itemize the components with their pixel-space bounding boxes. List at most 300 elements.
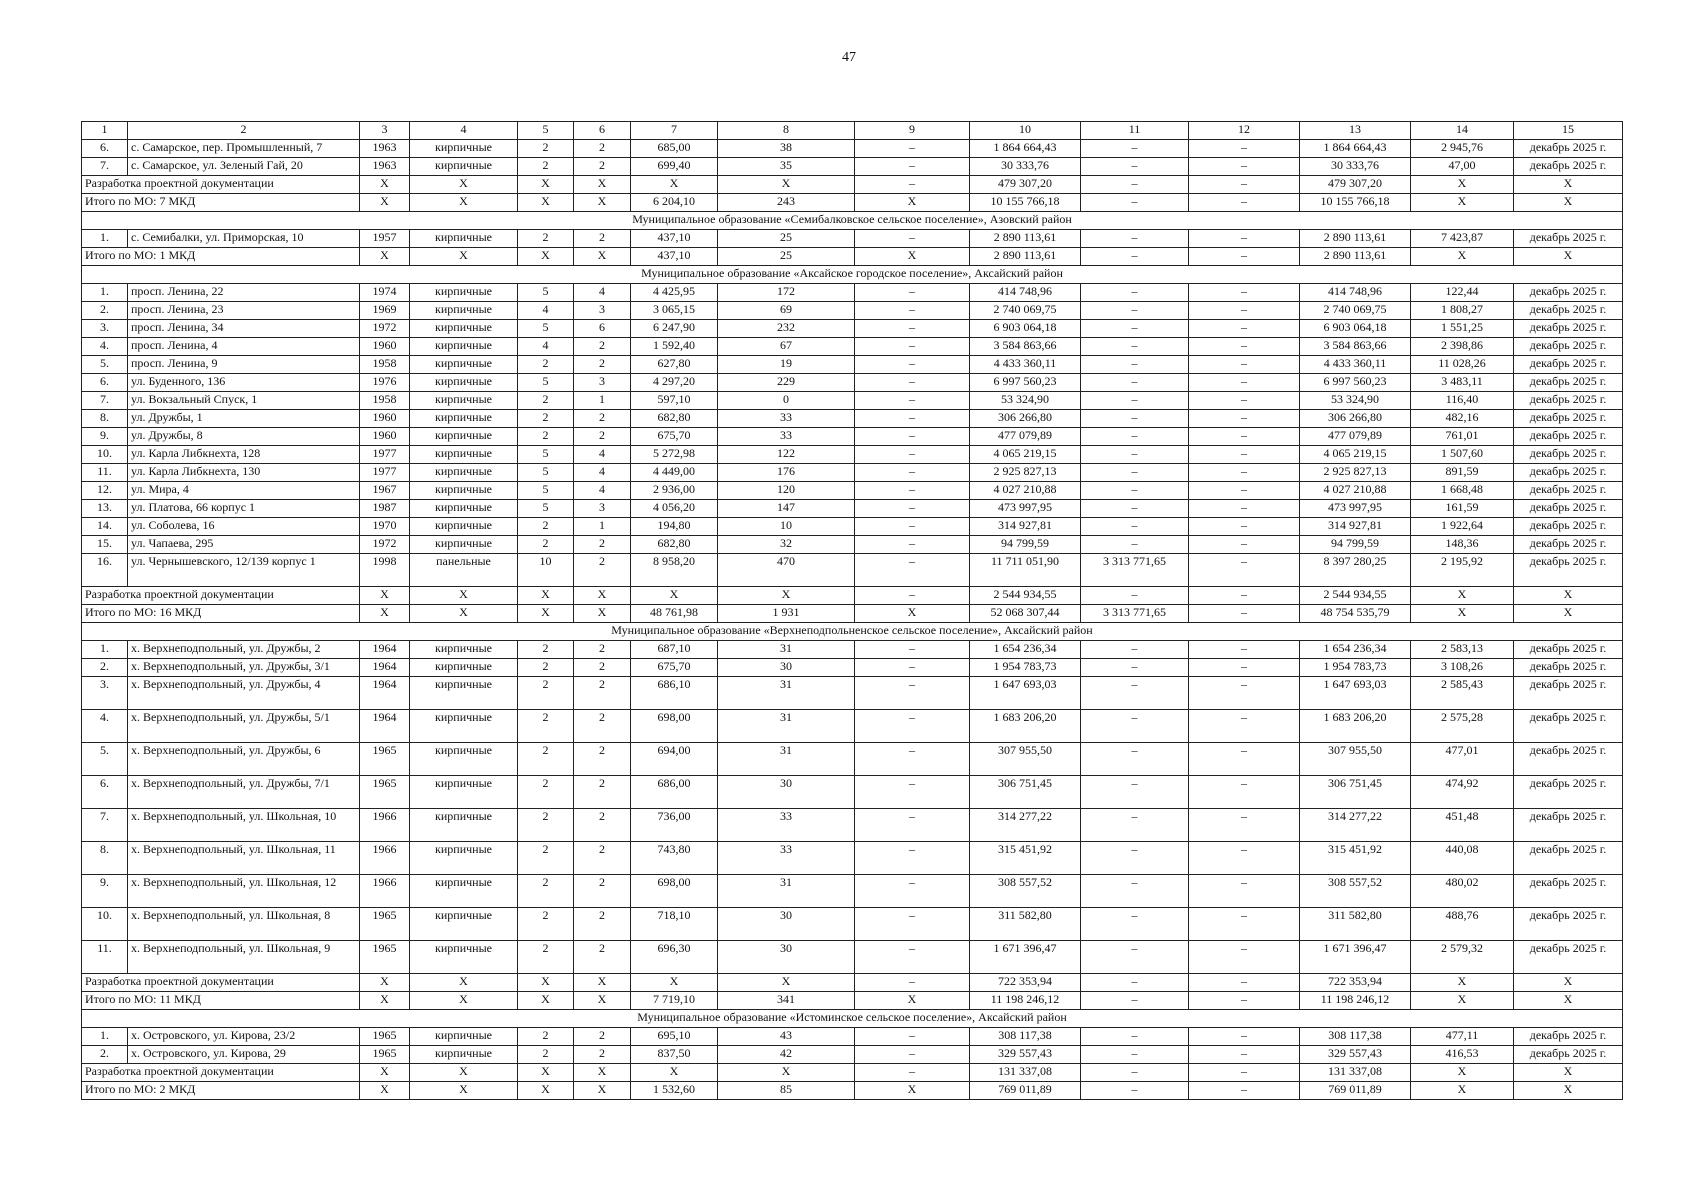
cell-col-5: 2 xyxy=(518,842,574,875)
cell-col-10: 2 925 827,13 xyxy=(970,464,1081,482)
cell-col-3: 1974 xyxy=(360,284,410,302)
cell-col-6: 3 xyxy=(574,302,631,320)
cell-col-7: 682,80 xyxy=(631,536,718,554)
cell-col-15: декабрь 2025 г. xyxy=(1514,410,1623,428)
cell-col-4: кирпичные xyxy=(410,941,518,974)
cell-col-14: 3 483,11 xyxy=(1411,374,1514,392)
building-address: ул. Дружбы, 1 xyxy=(128,410,360,428)
cell-col-7: 698,00 xyxy=(631,875,718,908)
cell-col-13: 2 890 113,61 xyxy=(1300,230,1411,248)
building-row xyxy=(82,284,1623,302)
cell-col-10: 311 582,80 xyxy=(970,908,1081,941)
cell-col-14: 2 585,43 xyxy=(1411,677,1514,710)
cell-col-15: декабрь 2025 г. xyxy=(1514,1046,1623,1064)
cell-col-12: – xyxy=(1189,410,1300,428)
cell-col-10: 307 955,50 xyxy=(970,743,1081,776)
cell-col-11: 3 313 771,65 xyxy=(1081,554,1189,587)
cell-col-5: 5 xyxy=(518,320,574,338)
cell-col-11: – xyxy=(1081,677,1189,710)
building-address: х. Верхнеподпольный, ул. Дружбы, 5/1 xyxy=(128,710,360,743)
cell-col-4: кирпичные xyxy=(410,1046,518,1064)
cell-col-5: 2 xyxy=(518,743,574,776)
cell-col-6: X xyxy=(574,176,631,194)
cell-col-7: 694,00 xyxy=(631,743,718,776)
table-body xyxy=(82,122,1623,1100)
building-address: х. Верхнеподпольный, ул. Школьная, 10 xyxy=(128,809,360,842)
cell-col-8: 42 xyxy=(718,1046,855,1064)
cell-col-15: декабрь 2025 г. xyxy=(1514,284,1623,302)
cell-col-8: 25 xyxy=(718,248,855,266)
cell-col-6: 2 xyxy=(574,536,631,554)
summary-label: Итого по МО: 16 МКД xyxy=(82,605,360,623)
cell-col-11: – xyxy=(1081,140,1189,158)
cell-col-9: – xyxy=(855,908,970,941)
summary-row xyxy=(82,605,1623,623)
cell-col-12: – xyxy=(1189,392,1300,410)
cell-col-13: 3 584 863,66 xyxy=(1300,338,1411,356)
cell-col-13: 8 397 280,25 xyxy=(1300,554,1411,587)
cell-col-10: 2 890 113,61 xyxy=(970,248,1081,266)
cell-col-11: – xyxy=(1081,659,1189,677)
cell-col-13: 53 324,90 xyxy=(1300,392,1411,410)
municipality-section-header xyxy=(82,623,1623,641)
cell-col-11: – xyxy=(1081,302,1189,320)
cell-col-6: 2 xyxy=(574,776,631,809)
building-address: с. Самарское, пер. Промышленный, 7 xyxy=(128,140,360,158)
row-number: 2. xyxy=(82,302,128,320)
cell-col-9: X xyxy=(855,1082,970,1100)
cell-col-15: декабрь 2025 г. xyxy=(1514,641,1623,659)
cell-col-3: 1963 xyxy=(360,158,410,176)
cell-col-6: 2 xyxy=(574,428,631,446)
cell-col-5: 5 xyxy=(518,374,574,392)
cell-col-3: 1964 xyxy=(360,710,410,743)
summary-row xyxy=(82,587,1623,605)
column-number-header: 10 xyxy=(970,122,1081,140)
cell-col-8: X xyxy=(718,974,855,992)
building-address: ул. Карла Либкнехта, 128 xyxy=(128,446,360,464)
cell-col-10: 308 117,38 xyxy=(970,1028,1081,1046)
cell-col-7: 4 449,00 xyxy=(631,464,718,482)
cell-col-6: X xyxy=(574,1082,631,1100)
cell-col-14: 161,59 xyxy=(1411,500,1514,518)
cell-col-5: 2 xyxy=(518,356,574,374)
cell-col-4: X xyxy=(410,974,518,992)
cell-col-7: 627,80 xyxy=(631,356,718,374)
cell-col-15: X xyxy=(1514,605,1623,623)
cell-col-8: X xyxy=(718,587,855,605)
cell-col-9: – xyxy=(855,842,970,875)
summary-row xyxy=(82,248,1623,266)
cell-col-6: 2 xyxy=(574,356,631,374)
cell-col-7: 743,80 xyxy=(631,842,718,875)
row-number: 5. xyxy=(82,356,128,374)
row-number: 2. xyxy=(82,1046,128,1064)
cell-col-4: X xyxy=(410,1082,518,1100)
cell-col-12: – xyxy=(1189,320,1300,338)
cell-col-15: декабрь 2025 г. xyxy=(1514,1028,1623,1046)
cell-col-5: 5 xyxy=(518,500,574,518)
cell-col-10: 10 155 766,18 xyxy=(970,194,1081,212)
cell-col-10: 473 997,95 xyxy=(970,500,1081,518)
building-address: х. Островского, ул. Кирова, 29 xyxy=(128,1046,360,1064)
cell-col-11: – xyxy=(1081,941,1189,974)
building-row xyxy=(82,158,1623,176)
cell-col-7: 698,00 xyxy=(631,710,718,743)
cell-col-7: 4 297,20 xyxy=(631,374,718,392)
building-address: х. Верхнеподпольный, ул. Школьная, 8 xyxy=(128,908,360,941)
cell-col-5: 2 xyxy=(518,677,574,710)
cell-col-3: 1958 xyxy=(360,392,410,410)
cell-col-15: декабрь 2025 г. xyxy=(1514,554,1623,587)
cell-col-7: 736,00 xyxy=(631,809,718,842)
cell-col-3: 1987 xyxy=(360,500,410,518)
cell-col-12: – xyxy=(1189,605,1300,623)
row-number: 1. xyxy=(82,1028,128,1046)
cell-col-11: 3 313 771,65 xyxy=(1081,605,1189,623)
building-row xyxy=(82,677,1623,710)
cell-col-3: X xyxy=(360,176,410,194)
cell-col-10: 2 740 069,75 xyxy=(970,302,1081,320)
cell-col-9: – xyxy=(855,356,970,374)
cell-col-8: 33 xyxy=(718,410,855,428)
cell-col-8: 31 xyxy=(718,710,855,743)
cell-col-14: X xyxy=(1411,176,1514,194)
row-number: 10. xyxy=(82,908,128,941)
summary-row xyxy=(82,1082,1623,1100)
cell-col-12: – xyxy=(1189,1046,1300,1064)
cell-col-9: – xyxy=(855,374,970,392)
cell-col-8: 1 931 xyxy=(718,605,855,623)
cell-col-11: – xyxy=(1081,356,1189,374)
building-row xyxy=(82,554,1623,587)
cell-col-9: – xyxy=(855,446,970,464)
building-row xyxy=(82,428,1623,446)
cell-col-5: 5 xyxy=(518,482,574,500)
row-number: 13. xyxy=(82,500,128,518)
cell-col-3: 1965 xyxy=(360,1046,410,1064)
cell-col-13: 479 307,20 xyxy=(1300,176,1411,194)
cell-col-8: 147 xyxy=(718,500,855,518)
building-address: ул. Дружбы, 8 xyxy=(128,428,360,446)
row-number: 4. xyxy=(82,338,128,356)
cell-col-13: 1 647 693,03 xyxy=(1300,677,1411,710)
cell-col-5: 2 xyxy=(518,710,574,743)
cell-col-8: 33 xyxy=(718,428,855,446)
cell-col-5: X xyxy=(518,194,574,212)
cell-col-14: 2 398,86 xyxy=(1411,338,1514,356)
cell-col-8: 32 xyxy=(718,536,855,554)
cell-col-14: 3 108,26 xyxy=(1411,659,1514,677)
building-address: х. Верхнеподпольный, ул. Дружбы, 2 xyxy=(128,641,360,659)
column-number-header: 1 xyxy=(82,122,128,140)
cell-col-7: 696,30 xyxy=(631,941,718,974)
cell-col-5: 2 xyxy=(518,659,574,677)
cell-col-10: 314 927,81 xyxy=(970,518,1081,536)
cell-col-4: X xyxy=(410,194,518,212)
row-number: 1. xyxy=(82,641,128,659)
cell-col-3: 1969 xyxy=(360,302,410,320)
cell-col-12: – xyxy=(1189,464,1300,482)
row-number: 6. xyxy=(82,374,128,392)
cell-col-12: – xyxy=(1189,230,1300,248)
cell-col-4: кирпичные xyxy=(410,320,518,338)
cell-col-13: 4 065 219,15 xyxy=(1300,446,1411,464)
cell-col-14: X xyxy=(1411,587,1514,605)
cell-col-12: – xyxy=(1189,158,1300,176)
cell-col-12: – xyxy=(1189,284,1300,302)
cell-col-9: – xyxy=(855,500,970,518)
cell-col-9: – xyxy=(855,776,970,809)
cell-col-12: – xyxy=(1189,908,1300,941)
cell-col-13: 4 027 210,88 xyxy=(1300,482,1411,500)
building-address: ул. Вокзальный Спуск, 1 xyxy=(128,392,360,410)
cell-col-6: 2 xyxy=(574,908,631,941)
cell-col-8: 30 xyxy=(718,941,855,974)
building-row xyxy=(82,842,1623,875)
row-number: 9. xyxy=(82,428,128,446)
column-number-header: 13 xyxy=(1300,122,1411,140)
cell-col-7: 4 056,20 xyxy=(631,500,718,518)
building-address: х. Верхнеподпольный, ул. Дружбы, 3/1 xyxy=(128,659,360,677)
cell-col-3: 1972 xyxy=(360,536,410,554)
cell-col-9: X xyxy=(855,194,970,212)
cell-col-4: кирпичные xyxy=(410,659,518,677)
cell-col-9: – xyxy=(855,677,970,710)
cell-col-5: X xyxy=(518,1082,574,1100)
cell-col-9: – xyxy=(855,410,970,428)
building-address: ул. Чапаева, 295 xyxy=(128,536,360,554)
cell-col-12: – xyxy=(1189,659,1300,677)
summary-label: Разработка проектной документации xyxy=(82,1064,360,1082)
cell-col-6: 2 xyxy=(574,842,631,875)
row-number: 16. xyxy=(82,554,128,587)
cell-col-4: кирпичные xyxy=(410,842,518,875)
cell-col-4: X xyxy=(410,176,518,194)
cell-col-15: декабрь 2025 г. xyxy=(1514,482,1623,500)
building-row xyxy=(82,536,1623,554)
cell-col-7: 675,70 xyxy=(631,428,718,446)
building-address: ул. Буденного, 136 xyxy=(128,374,360,392)
cell-col-3: X xyxy=(360,605,410,623)
cell-col-15: X xyxy=(1514,587,1623,605)
row-number: 2. xyxy=(82,659,128,677)
cell-col-15: декабрь 2025 г. xyxy=(1514,374,1623,392)
cell-col-14: 2 945,76 xyxy=(1411,140,1514,158)
cell-col-11: – xyxy=(1081,641,1189,659)
row-number: 7. xyxy=(82,392,128,410)
housing-repair-table xyxy=(81,121,1623,1100)
cell-col-7: 1 532,60 xyxy=(631,1082,718,1100)
building-row xyxy=(82,1046,1623,1064)
cell-col-5: 4 xyxy=(518,338,574,356)
cell-col-3: X xyxy=(360,1064,410,1082)
cell-col-14: 2 195,92 xyxy=(1411,554,1514,587)
building-address: х. Верхнеподпольный, ул. Школьная, 9 xyxy=(128,941,360,974)
cell-col-3: X xyxy=(360,1082,410,1100)
municipality-name: Муниципальное образование «Семибалковское сельское поселение», Азовский район xyxy=(82,212,1623,230)
cell-col-14: X xyxy=(1411,605,1514,623)
row-number: 3. xyxy=(82,320,128,338)
cell-col-9: – xyxy=(855,158,970,176)
cell-col-12: – xyxy=(1189,446,1300,464)
cell-col-9: – xyxy=(855,1028,970,1046)
row-number: 1. xyxy=(82,284,128,302)
cell-col-8: 341 xyxy=(718,992,855,1010)
cell-col-4: кирпичные xyxy=(410,464,518,482)
cell-col-3: 1966 xyxy=(360,842,410,875)
cell-col-12: – xyxy=(1189,842,1300,875)
summary-row xyxy=(82,176,1623,194)
cell-col-5: 2 xyxy=(518,140,574,158)
cell-col-3: X xyxy=(360,248,410,266)
cell-col-7: 194,80 xyxy=(631,518,718,536)
cell-col-13: 48 754 535,79 xyxy=(1300,605,1411,623)
cell-col-11: – xyxy=(1081,743,1189,776)
cell-col-9: – xyxy=(855,941,970,974)
cell-col-6: 3 xyxy=(574,374,631,392)
cell-col-12: – xyxy=(1189,374,1300,392)
cell-col-11: – xyxy=(1081,248,1189,266)
cell-col-11: – xyxy=(1081,992,1189,1010)
row-number: 1. xyxy=(82,230,128,248)
cell-col-11: – xyxy=(1081,1028,1189,1046)
cell-col-11: – xyxy=(1081,194,1189,212)
cell-col-5: 2 xyxy=(518,392,574,410)
summary-row xyxy=(82,974,1623,992)
cell-col-13: 308 117,38 xyxy=(1300,1028,1411,1046)
cell-col-6: 4 xyxy=(574,464,631,482)
cell-col-3: 1977 xyxy=(360,464,410,482)
cell-col-9: – xyxy=(855,809,970,842)
cell-col-13: 2 925 827,13 xyxy=(1300,464,1411,482)
cell-col-14: 11 028,26 xyxy=(1411,356,1514,374)
cell-col-8: 67 xyxy=(718,338,855,356)
cell-col-5: 2 xyxy=(518,1046,574,1064)
cell-col-8: 176 xyxy=(718,464,855,482)
cell-col-13: 769 011,89 xyxy=(1300,1082,1411,1100)
cell-col-7: 1 592,40 xyxy=(631,338,718,356)
cell-col-12: – xyxy=(1189,356,1300,374)
cell-col-14: 2 583,13 xyxy=(1411,641,1514,659)
cell-col-11: – xyxy=(1081,338,1189,356)
cell-col-14: 891,59 xyxy=(1411,464,1514,482)
cell-col-3: 1965 xyxy=(360,776,410,809)
cell-col-10: 4 433 360,11 xyxy=(970,356,1081,374)
cell-col-12: – xyxy=(1189,776,1300,809)
row-number: 11. xyxy=(82,464,128,482)
cell-col-8: 31 xyxy=(718,677,855,710)
cell-col-10: 329 557,43 xyxy=(970,1046,1081,1064)
building-row xyxy=(82,302,1623,320)
cell-col-7: 675,70 xyxy=(631,659,718,677)
building-row xyxy=(82,356,1623,374)
cell-col-3: 1970 xyxy=(360,518,410,536)
cell-col-4: кирпичные xyxy=(410,500,518,518)
cell-col-12: – xyxy=(1189,482,1300,500)
cell-col-10: 1 654 236,34 xyxy=(970,641,1081,659)
cell-col-7: 687,10 xyxy=(631,641,718,659)
cell-col-14: 440,08 xyxy=(1411,842,1514,875)
cell-col-4: кирпичные xyxy=(410,446,518,464)
cell-col-15: декабрь 2025 г. xyxy=(1514,776,1623,809)
cell-col-10: 1 647 693,03 xyxy=(970,677,1081,710)
summary-label: Разработка проектной документации xyxy=(82,587,360,605)
cell-col-13: 1 671 396,47 xyxy=(1300,941,1411,974)
cell-col-3: X xyxy=(360,992,410,1010)
cell-col-15: X xyxy=(1514,1082,1623,1100)
cell-col-9: – xyxy=(855,140,970,158)
cell-col-14: 1 922,64 xyxy=(1411,518,1514,536)
cell-col-4: панельные xyxy=(410,554,518,587)
cell-col-3: X xyxy=(360,587,410,605)
cell-col-5: 2 xyxy=(518,908,574,941)
cell-col-11: – xyxy=(1081,320,1189,338)
building-address: х. Верхнеподпольный, ул. Школьная, 11 xyxy=(128,842,360,875)
cell-col-6: X xyxy=(574,605,631,623)
cell-col-10: 3 584 863,66 xyxy=(970,338,1081,356)
cell-col-12: – xyxy=(1189,974,1300,992)
cell-col-3: 1965 xyxy=(360,941,410,974)
cell-col-15: декабрь 2025 г. xyxy=(1514,875,1623,908)
cell-col-10: 1 864 664,43 xyxy=(970,140,1081,158)
cell-col-3: 1966 xyxy=(360,875,410,908)
cell-col-4: кирпичные xyxy=(410,392,518,410)
cell-col-4: кирпичные xyxy=(410,518,518,536)
cell-col-12: – xyxy=(1189,992,1300,1010)
cell-col-10: 2 544 934,55 xyxy=(970,587,1081,605)
cell-col-11: – xyxy=(1081,536,1189,554)
cell-col-11: – xyxy=(1081,482,1189,500)
building-row xyxy=(82,338,1623,356)
building-row xyxy=(82,1028,1623,1046)
building-row xyxy=(82,500,1623,518)
cell-col-3: 1963 xyxy=(360,140,410,158)
cell-col-15: X xyxy=(1514,176,1623,194)
cell-col-8: X xyxy=(718,176,855,194)
row-number: 7. xyxy=(82,809,128,842)
cell-col-15: декабрь 2025 г. xyxy=(1514,356,1623,374)
summary-label: Разработка проектной документации xyxy=(82,974,360,992)
cell-col-12: – xyxy=(1189,875,1300,908)
column-number-header: 6 xyxy=(574,122,631,140)
cell-col-15: декабрь 2025 г. xyxy=(1514,464,1623,482)
cell-col-6: 4 xyxy=(574,482,631,500)
cell-col-12: – xyxy=(1189,338,1300,356)
cell-col-4: кирпичные xyxy=(410,338,518,356)
row-number: 10. xyxy=(82,446,128,464)
cell-col-9: – xyxy=(855,1046,970,1064)
cell-col-7: 686,00 xyxy=(631,776,718,809)
cell-col-3: 1998 xyxy=(360,554,410,587)
cell-col-5: 10 xyxy=(518,554,574,587)
cell-col-15: декабрь 2025 г. xyxy=(1514,659,1623,677)
cell-col-15: декабрь 2025 г. xyxy=(1514,941,1623,974)
cell-col-8: 43 xyxy=(718,1028,855,1046)
cell-col-12: – xyxy=(1189,710,1300,743)
cell-col-15: X xyxy=(1514,992,1623,1010)
cell-col-10: 315 451,92 xyxy=(970,842,1081,875)
cell-col-7: X xyxy=(631,176,718,194)
cell-col-6: 2 xyxy=(574,809,631,842)
cell-col-4: кирпичные xyxy=(410,356,518,374)
cell-col-9: – xyxy=(855,392,970,410)
cell-col-7: 685,00 xyxy=(631,140,718,158)
cell-col-6: 4 xyxy=(574,284,631,302)
cell-col-12: – xyxy=(1189,1064,1300,1082)
cell-col-15: декабрь 2025 г. xyxy=(1514,392,1623,410)
cell-col-14: X xyxy=(1411,1064,1514,1082)
